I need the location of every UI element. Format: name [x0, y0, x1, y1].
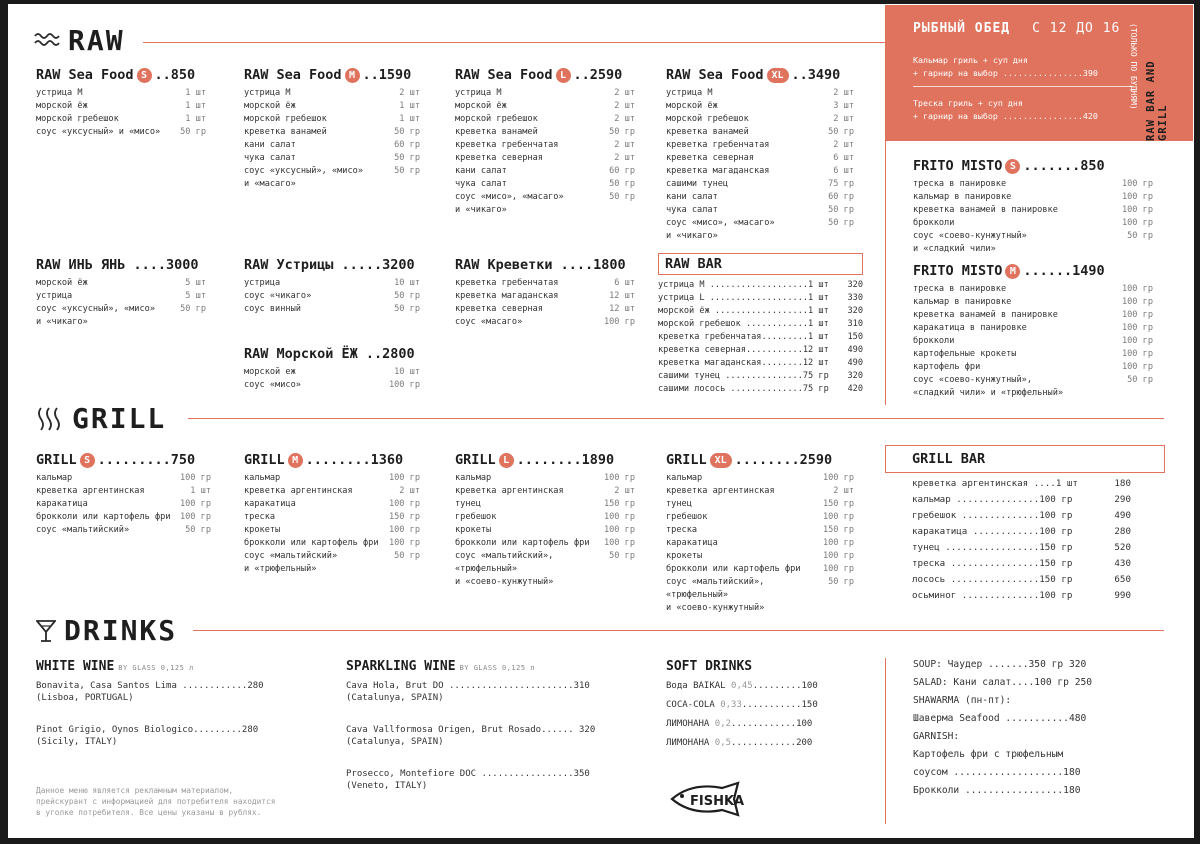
- menu-item-row: и «сладкий чили»: [913, 244, 996, 254]
- raw-bar-item: морской гребешок ............1 шт 310: [658, 319, 863, 329]
- wine-name: Cava Hola, Brut DO .......................310: [346, 681, 590, 691]
- lunch-line: Треска гриль + суп дня: [913, 98, 1023, 108]
- menu-block: [666, 451, 854, 615]
- wine-origin: (Catalunya, SPAIN): [346, 737, 444, 747]
- menu-item-row: соус «мальтийский» 50 гр: [36, 525, 211, 535]
- menu-item-row: брокколи или картофель фри 100 гр: [455, 538, 635, 548]
- lunch-line: Кальмар гриль + суп дня: [913, 55, 1028, 65]
- raw-bar-block: [658, 253, 863, 396]
- block-title: RAW ИНЬ ЯНЬ ....3000: [36, 257, 199, 273]
- menu-block: [666, 66, 854, 243]
- menu-block: [36, 256, 206, 329]
- menu-item-row: кальмар в панировке 100 гр: [913, 192, 1153, 202]
- raw-bar-item: сашими лосось ..............75 гр 420: [658, 384, 863, 394]
- menu-item-row: чука салат 50 гр: [666, 205, 854, 215]
- menu-block: [244, 345, 420, 392]
- menu-item-row: соус «соево-кунжутный» 50 гр: [913, 231, 1153, 241]
- menu-item-row: картофель фри 100 гр: [913, 362, 1153, 372]
- menu-item-row: соус «уксусный», «мисо» 50 гр: [244, 166, 420, 176]
- menu-item-row: и «чикаго»: [666, 231, 718, 241]
- menu-item-row: соус винный 50 гр: [244, 304, 420, 314]
- extra-menu-line: Картофель фри с трюфельным: [913, 749, 1064, 760]
- fishka-logo-icon: [668, 780, 748, 818]
- raw-bar-item: креветка северная...........12 шт 490: [658, 345, 863, 355]
- menu-block: [244, 256, 420, 316]
- menu-item-row: кальмар 100 гр: [244, 473, 420, 483]
- wine-name: Prosecco, Montefiore DOC .................350: [346, 769, 590, 779]
- grill-section-header: [36, 402, 166, 435]
- size-badge: XL: [767, 68, 789, 83]
- size-badge: L: [499, 453, 514, 468]
- menu-item-row: треска 150 гр: [666, 525, 854, 535]
- menu-block: [455, 256, 635, 329]
- menu-item-row: гребешок 100 гр: [455, 512, 635, 522]
- fish-lunch-box: [885, 5, 1193, 141]
- block-title: RAW Устрицы .....3200: [244, 257, 415, 273]
- menu-item-row: креветка северная 2 шт: [455, 153, 635, 163]
- menu-item-row: устрица 10 шт: [244, 278, 420, 288]
- menu-item-row: креветка гребенчатая 6 шт: [455, 278, 635, 288]
- menu-item-row: соус «мисо», «масаго» 50 гр: [666, 218, 854, 228]
- waves-icon: [34, 30, 60, 52]
- menu-item-row: крокеты 100 гр: [455, 525, 635, 535]
- menu-item-row: чука салат 50 гр: [455, 179, 635, 189]
- menu-item-row: каракатица 100 гр: [244, 499, 420, 509]
- menu-item-row: кальмар в панировке 100 гр: [913, 297, 1153, 307]
- raw-bar-item: устрица M ...................1 шт 320: [658, 280, 863, 290]
- menu-item-row: морской ёж 5 шт: [36, 278, 206, 288]
- wine-name: Cava Vallformosa Origen, Brut Rosado...... 320: [346, 725, 596, 735]
- extra-menu-line: Шаверма Seafood ...........480: [913, 713, 1087, 724]
- menu-item-row: картофельные крокеты 100 гр: [913, 349, 1153, 359]
- menu-item-row: каракатица 100 гр: [36, 499, 211, 509]
- menu-item-row: соус «мальтийский», 50 гр: [455, 551, 635, 561]
- menu-item-row: чука салат 50 гр: [244, 153, 420, 163]
- lunch-divider: [913, 86, 1133, 87]
- block-title: RAW Креветки ....1800: [455, 257, 626, 273]
- grill-bar-item: гребешок ..............100 гр 490: [912, 510, 1131, 521]
- menu-item-row: каракатица в панировке 100 гр: [913, 323, 1153, 333]
- menu-item-row: кани салат 60 гр: [244, 140, 420, 150]
- menu-item-row: морской ёж 1 шт: [244, 101, 420, 111]
- block-title: FRITO MISTO S .......850: [913, 158, 1105, 174]
- white-wine-block: [36, 659, 316, 748]
- grill-bar-items: [885, 476, 1131, 604]
- menu-item-row: каракатица 100 гр: [666, 538, 854, 548]
- menu-item-row: соус «чикаго» 50 гр: [244, 291, 420, 301]
- menu-item-row: кани салат 60 гр: [666, 192, 854, 202]
- raw-rule: [143, 42, 885, 43]
- menu-item-row: брокколи или картофель фри 100 гр: [666, 564, 854, 574]
- wine-origin: (Lisboa, PORTUGAL): [36, 693, 134, 703]
- raw-bar-item: креветка магаданская........12 шт 490: [658, 358, 863, 368]
- menu-item-row: креветка аргентинская 2 шт: [244, 486, 420, 496]
- block-title: RAW Sea Food M ..1590: [244, 67, 412, 83]
- soft-drinks-items: [666, 677, 833, 753]
- soft-drinks-block: [666, 659, 833, 753]
- disclaimer: Данное меню является рекламным материалом, прейскурант с информацией для потребителя находится в уголке потребителя. Все цены указаны в рублях.: [36, 786, 276, 817]
- menu-item-row: кальмар 100 гр: [666, 473, 854, 483]
- grill-bar-title: GRILL BAR: [885, 445, 1165, 473]
- grill-rule: [188, 418, 1164, 419]
- menu-page: [8, 4, 1194, 838]
- menu-item-row: тунец 150 гр: [455, 499, 635, 509]
- lunch-weekday-note: (ТОЛЬКО ПО БУДНЯМ): [1129, 23, 1138, 110]
- menu-item-row: морской еж 10 шт: [244, 367, 420, 377]
- menu-item-row: крокеты 100 гр: [666, 551, 854, 561]
- menu-item-row: соус «мисо», «масаго» 50 гр: [455, 192, 635, 202]
- menu-item-row: кани салат 60 гр: [455, 166, 635, 176]
- menu-block: [36, 66, 206, 139]
- menu-item-row: брокколи 100 гр: [913, 336, 1153, 346]
- menu-item-row: соус «мисо» 100 гр: [244, 380, 420, 390]
- menu-item-row: и «соево-кунжутный»: [455, 577, 554, 587]
- grill-bar-item: треска ................150 гр 430: [912, 558, 1131, 569]
- menu-item-row: креветка ванамей в панировке 100 гр: [913, 205, 1153, 215]
- menu-item-row: креветка магаданская 12 шт: [455, 291, 635, 301]
- block-title: RAW Sea Food S ..850: [36, 67, 196, 83]
- raw-bar-item: устрица L ...................1 шт 330: [658, 293, 863, 303]
- menu-item-row: морской гребешок 2 шт: [455, 114, 635, 124]
- block-title: GRILL XL ........2590: [666, 452, 833, 468]
- size-badge: M: [345, 68, 360, 83]
- menu-item-row: соус «уксусный» и «мисо» 50 гр: [36, 127, 206, 137]
- menu-item-row: морской ёж 1 шт: [36, 101, 206, 111]
- right-column-divider: [885, 141, 886, 405]
- size-badge: L: [556, 68, 571, 83]
- extra-menu-line: SALAD: Кани салат....100 гр 250: [913, 677, 1093, 688]
- menu-item-row: устрица M 2 шт: [244, 88, 420, 98]
- drinks-section-header: [36, 614, 177, 647]
- menu-item-row: креветка аргентинская 2 шт: [666, 486, 854, 496]
- menu-item-row: соус «мальтийский», 50 гр: [666, 577, 854, 587]
- wine-origin: (Catalunya, SPAIN): [346, 693, 444, 703]
- block-title: RAW Sea Food L ..2590: [455, 67, 623, 83]
- sparkling-wine-block: [346, 659, 636, 792]
- block-title: GRILL M ........1360: [244, 452, 404, 468]
- menu-item-row: креветка гребенчатая 2 шт: [455, 140, 635, 150]
- menu-item-row: устрица M 1 шт: [36, 88, 206, 98]
- size-badge: M: [1005, 264, 1020, 279]
- block-title: RAW Sea Food XL ..3490: [666, 67, 841, 83]
- menu-item-row: и «чикаго»: [36, 317, 88, 327]
- menu-item-row: крокеты 100 гр: [244, 525, 420, 535]
- size-badge: S: [137, 68, 152, 83]
- menu-item-row: брокколи или картофель фри 100 гр: [36, 512, 211, 522]
- drinks-rule: [193, 630, 1164, 631]
- white-wine-title: WHITE WINE BY GLASS 0,125 л: [36, 659, 194, 674]
- menu-item-row: «трюфельный»: [455, 564, 518, 574]
- block-title: FRITO MISTO M ......1490: [913, 263, 1105, 279]
- menu-item-row: креветка ванамей в панировке 100 гр: [913, 310, 1153, 320]
- raw-bar-item: сашими тунец ...............75 гр 320: [658, 371, 863, 381]
- grill-bar-item: осьминог ..............100 гр 990: [912, 590, 1131, 601]
- menu-item-row: соус «уксусный», «мисо» 50 гр: [36, 304, 206, 314]
- lunch-line: + гарнир на выбор ................420: [913, 111, 1098, 121]
- menu-item-row: устрица M 2 шт: [455, 88, 635, 98]
- soft-drink-item: COCA-COLA 0,33...........150: [666, 700, 818, 710]
- raw-section-header: [34, 24, 125, 57]
- menu-item-row: кальмар 100 гр: [36, 473, 211, 483]
- grill-bar-item: кальмар ...............100 гр 290: [912, 494, 1131, 505]
- menu-block: [244, 66, 420, 191]
- extras-block: [913, 656, 1143, 800]
- lunch-title: РЫБНЫЙ ОБЕД С 12 ДО 16: [913, 21, 1121, 36]
- menu-item-row: гребешок 100 гр: [666, 512, 854, 522]
- soft-drink-item: Вода BAIKAL 0,45.........100: [666, 681, 818, 691]
- menu-item-row: креветка магаданская 6 шт: [666, 166, 854, 176]
- extras-divider: [885, 658, 886, 824]
- raw-bar-item: креветка гребенчатая.........1 шт 150: [658, 332, 863, 342]
- menu-block: [244, 451, 420, 576]
- svg-text:FISHKA: FISHKA: [690, 794, 745, 809]
- menu-block: [913, 262, 1153, 400]
- menu-item-row: сашими тунец 75 гр: [666, 179, 854, 189]
- block-title: GRILL S .........750: [36, 452, 196, 468]
- block-title: GRILL L ........1890: [455, 452, 615, 468]
- block-title: RAW Морской ЁЖ ..2800: [244, 346, 415, 362]
- grill-bar-item: каракатица ............100 гр 280: [912, 526, 1131, 537]
- wine-origin: (Veneto, ITALY): [346, 781, 428, 791]
- menu-item-row: и «масаго»: [244, 179, 296, 189]
- menu-item-row: соус «соево-кунжутный», 50 гр: [913, 375, 1153, 385]
- grill-bar-item: креветка аргентинская ....1 шт 180: [912, 478, 1131, 489]
- menu-block: [36, 451, 211, 537]
- menu-block: [455, 451, 635, 589]
- cocktail-glass-icon: [36, 618, 56, 644]
- menu-item-row: устрица 5 шт: [36, 291, 206, 301]
- size-badge: S: [80, 453, 95, 468]
- menu-item-row: брокколи или картофель фри 100 гр: [244, 538, 420, 548]
- menu-item-row: соус «мальтийский» 50 гр: [244, 551, 420, 561]
- raw-bar-title: RAW BAR: [658, 253, 863, 275]
- menu-item-row: креветка ванамей 50 гр: [455, 127, 635, 137]
- menu-item-row: креветка северная 12 шт: [455, 304, 635, 314]
- grill-title: GRILL: [72, 402, 167, 435]
- raw-bar-items: [658, 279, 863, 396]
- menu-item-row: морской ёж 2 шт: [455, 101, 635, 111]
- menu-item-row: и «соево-кунжутный»: [666, 603, 765, 613]
- menu-item-row: «сладкий чили» и «трюфельный»: [913, 388, 1064, 398]
- menu-item-row: треска в панировке 100 гр: [913, 284, 1153, 294]
- menu-item-row: устрица M 2 шт: [666, 88, 854, 98]
- grill-bar-item: лосось ................150 гр 650: [912, 574, 1131, 585]
- menu-item-row: креветка гребенчатая 2 шт: [666, 140, 854, 150]
- grill-bar-item: тунец .................150 гр 520: [912, 542, 1131, 553]
- wine-origin: (Sicily, ITALY): [36, 737, 118, 747]
- menu-item-row: креветка аргентинская 2 шт: [455, 486, 635, 496]
- raw-bar-item: морской ёж ..................1 шт 320: [658, 306, 863, 316]
- menu-item-row: креветка ванамей 50 гр: [244, 127, 420, 137]
- menu-item-row: морской гребешок 2 шт: [666, 114, 854, 124]
- menu-item-row: и «трюфельный»: [244, 564, 317, 574]
- menu-item-row: морской ёж 3 шт: [666, 101, 854, 111]
- extra-menu-line: GARNISH:: [913, 731, 960, 742]
- soft-drinks-title: SOFT DRINKS: [666, 659, 753, 674]
- menu-block: [913, 157, 1153, 256]
- menu-item-row: треска 150 гр: [244, 512, 420, 522]
- menu-item-row: треска в панировке 100 гр: [913, 179, 1153, 189]
- heat-waves-icon: [36, 406, 64, 432]
- menu-item-row: креветка северная 6 шт: [666, 153, 854, 163]
- extra-menu-line: SHAWARMA (пн-пт):: [913, 695, 1012, 706]
- menu-item-row: и «чикаго»: [455, 205, 507, 215]
- menu-item-row: соус «масаго» 100 гр: [455, 317, 635, 327]
- brand-logo-text: RAW BAR AND GRILL: [1145, 60, 1169, 141]
- menu-item-row: кальмар 100 гр: [455, 473, 635, 483]
- sparkling-wine-title: SPARKLING WINE BY GLASS 0,125 л: [346, 659, 536, 674]
- wine-name: Bonavita, Casa Santos Lima ............280: [36, 681, 264, 691]
- size-badge: M: [288, 453, 303, 468]
- menu-item-row: «трюфельный»: [666, 590, 729, 600]
- menu-item-row: креветка ванамей 50 гр: [666, 127, 854, 137]
- menu-item-row: морской гребешок 1 шт: [244, 114, 420, 124]
- size-badge: S: [1005, 159, 1020, 174]
- menu-item-row: креветка аргентинская 1 шт: [36, 486, 211, 496]
- wine-name: Pinot Grigio, Oynos Biologico.........280: [36, 725, 259, 735]
- size-badge: XL: [710, 453, 732, 468]
- soft-drink-item: ЛИМОНАНА 0,2............100: [666, 719, 813, 729]
- grill-bar-block: [885, 445, 1165, 604]
- menu-item-row: тунец 150 гр: [666, 499, 854, 509]
- menu-item-row: морской гребешок 1 шт: [36, 114, 206, 124]
- extra-menu-line: соусом ...................180: [913, 767, 1081, 778]
- soft-drink-item: ЛИМОНАНА 0,5............200: [666, 738, 813, 748]
- menu-item-row: брокколи 100 гр: [913, 218, 1153, 228]
- extra-menu-line: Брокколи .................180: [913, 785, 1081, 796]
- extra-menu-line: SOUP: Чаудер .......350 гр 320: [913, 659, 1087, 670]
- raw-title: RAW: [68, 24, 125, 57]
- menu-block: [455, 66, 635, 217]
- drinks-title: DRINKS: [64, 614, 178, 647]
- lunch-line: + гарнир на выбор ................390: [913, 68, 1098, 78]
